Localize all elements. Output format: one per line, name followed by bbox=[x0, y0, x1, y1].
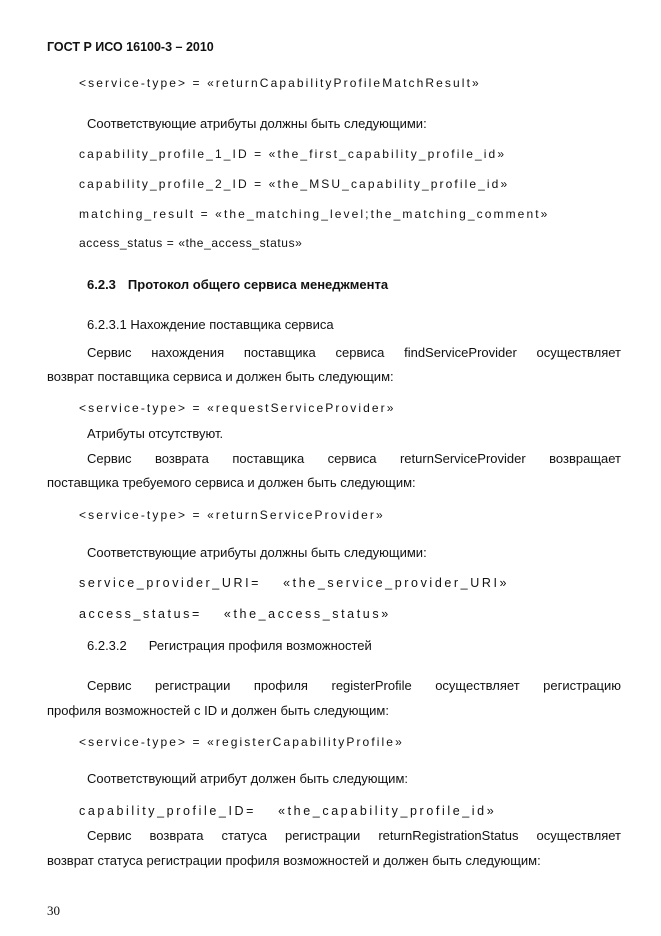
subsection-heading: 6.2.3.1 Нахождение поставщика сервиса bbox=[87, 317, 334, 332]
body-text: Соответствующие атрибуты должны быть следующими: bbox=[87, 116, 427, 131]
code-line: <service-type> = «returnCapabilityProfileMatchResult» bbox=[79, 76, 481, 90]
code-line: capability_profile_2_ID = «the_MSU_capability_profile_id» bbox=[79, 177, 510, 191]
code-line: <service-type> = «returnServiceProvider» bbox=[79, 508, 385, 522]
page-number: 30 bbox=[47, 903, 60, 918]
document-header: ГОСТ Р ИСО 16100-3 – 2010 bbox=[47, 40, 214, 54]
subsection-number: 6.2.3.2 bbox=[87, 638, 127, 653]
body-text: Соответствующие атрибуты должны быть следующими: bbox=[87, 545, 427, 560]
code-line bbox=[79, 575, 509, 591]
code-line: <service-type> = «registerCapabilityProfile» bbox=[79, 735, 404, 749]
code-line: capability_profile_1_ID = «the_first_capability_profile_id» bbox=[79, 147, 507, 161]
body-text: Соответствующий атрибут должен быть следующим: bbox=[87, 771, 408, 786]
section-title: Протокол общего сервиса менеджмента bbox=[127, 277, 389, 292]
code-line bbox=[79, 606, 391, 622]
paragraph-line: Сервис регистрации профиля registerProfile осуществляет регистрацию bbox=[87, 678, 621, 693]
body-text: Атрибуты отсутствуют. bbox=[87, 426, 224, 441]
subsection-heading bbox=[87, 638, 372, 654]
section-number: 6.2.3 bbox=[87, 277, 116, 292]
code-line: <service-type> = «requestServiceProvider» bbox=[79, 401, 396, 415]
paragraph-line: профиля возможностей с ID и должен быть следующим: bbox=[47, 703, 389, 718]
paragraph-line: поставщика требуемого сервиса и должен быть следующим: bbox=[47, 475, 416, 490]
paragraph-line: возврат статуса регистрации профиля возможностей и должен быть следующим: bbox=[47, 853, 541, 868]
subsection-title: Регистрация профиля возможностей bbox=[148, 638, 372, 653]
section-heading bbox=[87, 277, 388, 293]
code-line bbox=[79, 803, 496, 819]
attr-name: access_status= bbox=[79, 607, 202, 621]
paragraph-line: возврат поставщика сервиса и должен быть следующим: bbox=[47, 369, 394, 384]
attr-value: «the_access_status» bbox=[223, 607, 391, 621]
attr-name: service_provider_URI= bbox=[79, 576, 262, 590]
code-line: matching_result = «the_matching_level;the_matching_comment» bbox=[79, 207, 550, 221]
attr-value: «the_capability_profile_id» bbox=[278, 804, 497, 818]
paragraph-line: Сервис нахождения поставщика сервиса findServiceProvider осуществляет bbox=[87, 345, 621, 360]
paragraph-line: Сервис возврата статуса регистрации returnRegistrationStatus осуществляет bbox=[87, 828, 621, 843]
attr-name: capability_profile_ID= bbox=[79, 804, 257, 818]
attr-value: «the_service_provider_URI» bbox=[283, 576, 510, 590]
code-line: access_status = «the_access_status» bbox=[79, 236, 303, 250]
paragraph-line: Сервис возврата поставщика сервиса returnServiceProvider возвращает bbox=[87, 451, 621, 466]
